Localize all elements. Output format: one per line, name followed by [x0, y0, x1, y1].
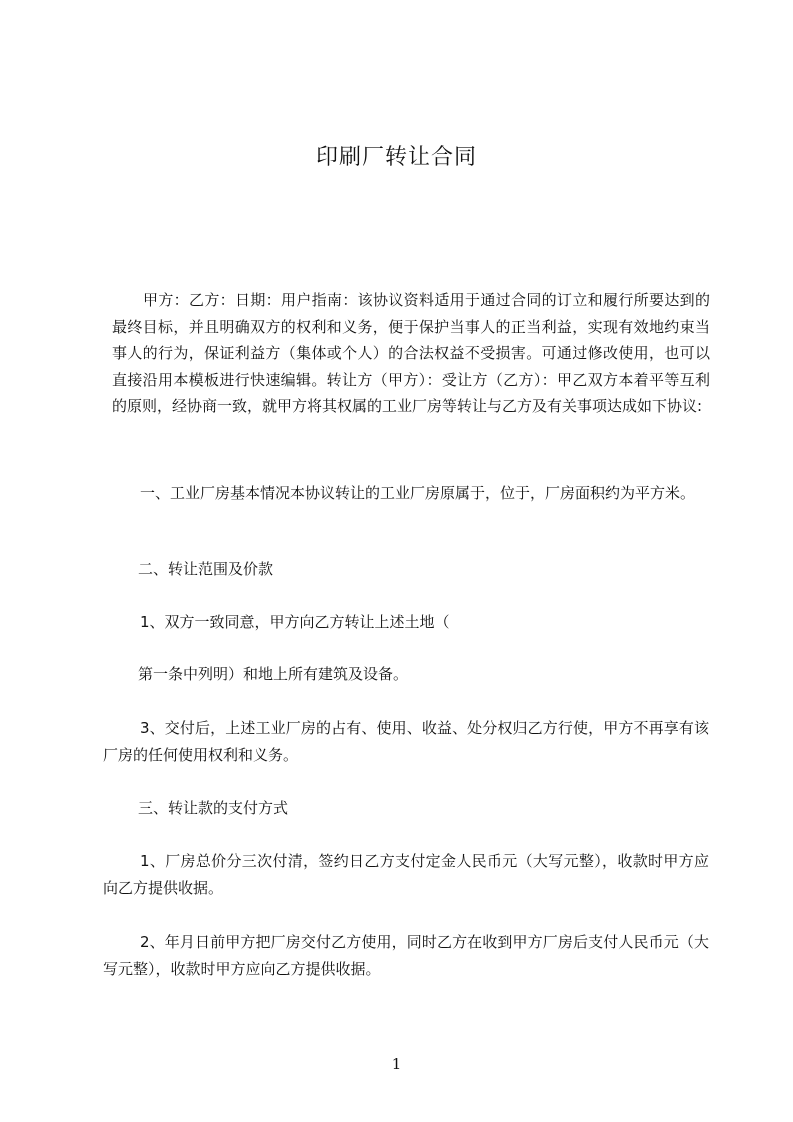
section-2-item-3: 3、交付后，上述工业厂房的占有、使用、收益、处分权归乙方行使，甲方不再享有该厂房的任何使用权利和义务。: [103, 719, 709, 764]
section-1-paragraph: 一、工业厂房基本情况本协议转让的工业厂房原属于，位于，厂房面积约为平方米。: [140, 484, 696, 502]
section-2-heading: 二、转让范围及价款: [138, 560, 274, 578]
section-3-item-2: 2、年月日前甲方把厂房交付乙方使用，同时乙方在收到甲方厂房后支付人民币元（大写元整），收款时甲方应向乙方提供收据。: [103, 933, 709, 978]
intro-paragraph: 甲方：乙方：日期：用户指南：该协议资料适用于通过合同的订立和履行所要达到的最终目标，并且明确双方的权利和义务，便于保护当事人的正当利益，实现有效地约束当事人的行为，保证利益方（集体或个人）的合法权益不受损害。可通过修改使用，也可以直接沿用本模板进行快速编辑。转让方（甲方）：受让方（乙方）：甲乙双方本着平等互利的原则，经协商一致，就甲方将其权属的工业厂房等转让与乙方及有关事项达成如下协议:: [112, 291, 710, 415]
section-2-item-1: 1、双方一致同意，甲方向乙方转让上述土地（: [140, 613, 450, 631]
section-2-item-1-continued: 第一条中列明）和地上所有建筑及设备。: [138, 665, 409, 683]
section-3-item-1: 1、厂房总价分三次付清，签约日乙方支付定金人民币元（大写元整），收款时甲方应向乙方提供收据。: [103, 852, 709, 897]
document-title: 印刷厂转让合同: [315, 145, 477, 170]
section-3-heading: 三、转让款的支付方式: [138, 799, 289, 817]
page-number: 1: [391, 1055, 402, 1073]
